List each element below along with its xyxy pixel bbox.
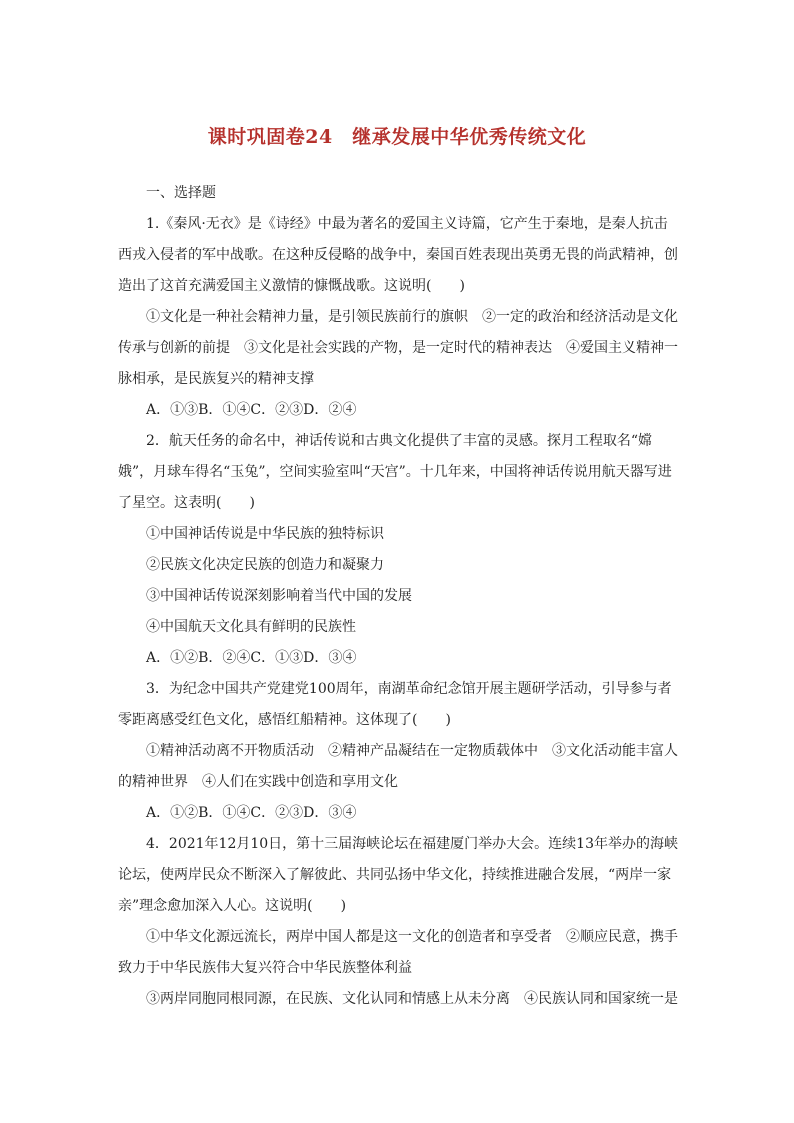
question-options: A．①②B．②④C．①③D．③④ [146, 650, 357, 666]
question-2 [118, 426, 678, 674]
statement-line: ④中国航天文化具有鲜明的民族性 [146, 619, 356, 635]
question-options: A．①②B．①④C．②③D．③④ [146, 805, 357, 821]
document-body [118, 178, 678, 1015]
question-options: A．①③B．①④C．②③D．②④ [146, 402, 357, 418]
question-statements: ①中华文化源远流长，两岸中国人都是这一文化的创造者和享受者 ②顺应民意，携手致力于中华民族伟大复兴符合中华民族整体利益 [118, 929, 678, 976]
document-title: 课时巩固卷24 继承发展中华优秀传统文化 [207, 126, 587, 148]
question-statements: ①文化是一种社会精神力量，是引领民族前行的旗帜 ②一定的政治和经济活动是文化传承与创新的前提 ③文化是社会实践的产物，是一定时代的精神表达 ④爱国主义精神一脉相承，是民族复兴的精神支撑 [118, 309, 678, 387]
statement-line: ①中国神话传说是中华民族的独特标识 [146, 526, 384, 542]
question-statements: ①精神活动离不开物质活动 ②精神产品凝结在一定物质载体中 ③文化活动能丰富人的精神世界 ④人们在实践中创造和享用文化 [118, 743, 678, 790]
question-statements: ③两岸同胞同根同源，在民族、文化认同和情感上从未分离 ④民族认同和国家统一是 [146, 991, 678, 1007]
question-stem: 2．航天任务的命名中，神话传说和古典文化提供了丰富的灵感。探月工程取名“嫦娥”，月球车得名“玉兔”，空间实验室叫“天宫”。十几年来，中国将神话传说用航天器写进了星空。这表明( ) [118, 433, 672, 511]
question-1 [118, 209, 678, 426]
question-stem: 1.《秦风·无衣》是《诗经》中最为著名的爱国主义诗篇，它产生于秦地，是秦人抗击西戎入侵者的军中战歌。在这种反侵略的战争中，秦国百姓表现出英勇无畏的尚武精神，创造出了这首充满爱国主义激情的慷慨战歌。这说明( ) [118, 216, 678, 294]
question-stem: 4．2021年12月10日，第十三届海峡论坛在福建厦门举办大会。连续13年举办的海峡论坛，使两岸民众不断深入了解彼此、共同弘扬中华文化，持续推进融合发展，“两岸一家亲”理念愈加深入人心。这说明( ) [118, 836, 678, 914]
question-3 [118, 674, 678, 829]
statement-line: ②民族文化决定民族的创造力和凝聚力 [146, 557, 384, 573]
question-stem: 3．为纪念中国共产党建党100周年，南湖革命纪念馆开展主题研学活动，引导参与者零距离感受红色文化，感悟红船精神。这体现了( ) [118, 681, 672, 728]
statement-line: ③中国神话传说深刻影响着当代中国的发展 [146, 588, 412, 604]
question-4 [118, 829, 678, 1015]
section-heading: 一、选择题 [146, 185, 216, 201]
